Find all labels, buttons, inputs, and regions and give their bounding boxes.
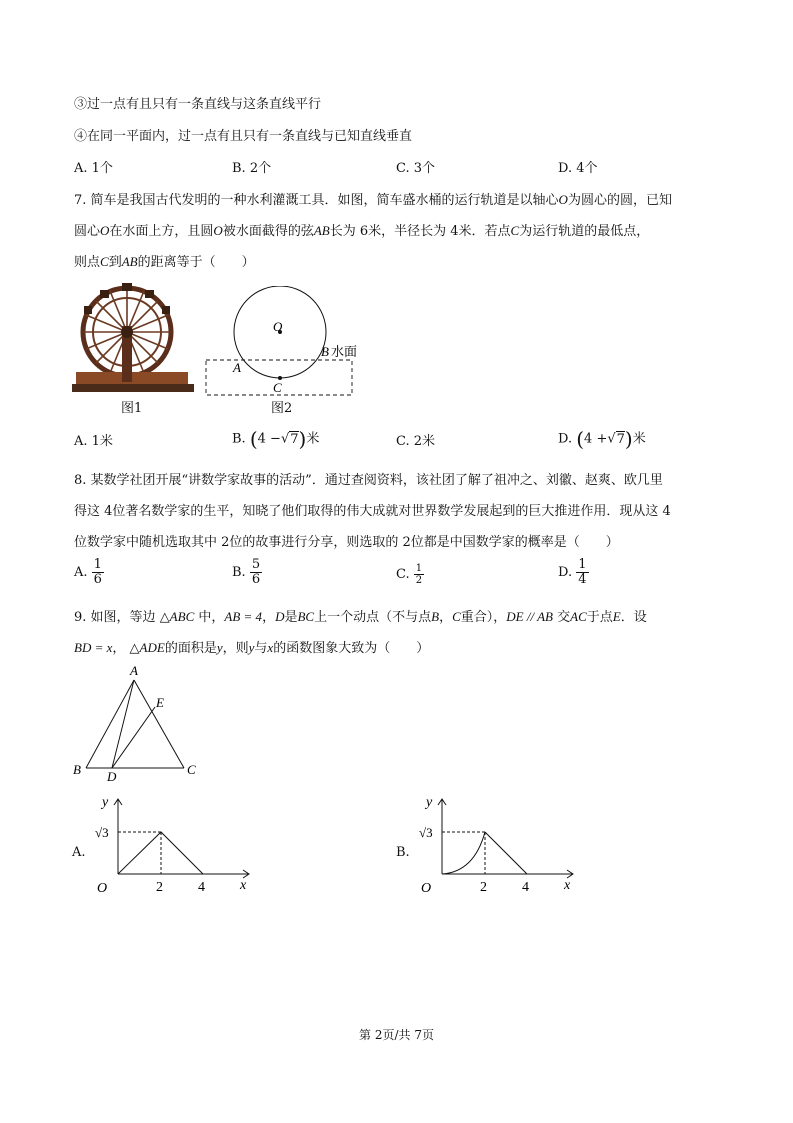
q7-text: 的距离等于（ ） xyxy=(137,255,255,270)
q7-text: 在水面上方，且圆 xyxy=(109,224,214,239)
q9-text: 的面积是 xyxy=(164,641,217,656)
side-ab xyxy=(86,680,134,768)
label-a: A xyxy=(130,664,138,678)
tick-4: 4 xyxy=(198,880,205,895)
q8-option-b[interactable] xyxy=(232,558,262,587)
numerator: 5 xyxy=(251,557,261,572)
label-e: E xyxy=(156,695,164,710)
q9-text: 上一个动点（不与点 xyxy=(314,610,432,625)
ab-equals-4: AB = 4 xyxy=(224,609,263,624)
tick-4: 4 xyxy=(522,880,529,895)
numerator: 1 xyxy=(93,557,102,572)
tick-sqrt3: √3 xyxy=(95,825,109,840)
q7-text: 被水面截得的弦 xyxy=(222,224,314,239)
q7-option-d[interactable] xyxy=(558,427,646,451)
q9-text: 中， xyxy=(198,610,225,625)
fig1-label: 图1 xyxy=(121,401,143,416)
q7-option-c[interactable]: C. 2米 xyxy=(396,434,436,449)
q9-text: 与 xyxy=(254,641,268,656)
sqrt-sign: √ xyxy=(607,431,616,447)
fraction xyxy=(414,563,424,586)
statement-3: ③过一点有且只有一条直线与这条直线平行 xyxy=(74,97,322,112)
option-letter: B. xyxy=(232,565,246,580)
var-e: E xyxy=(612,609,621,624)
q9-text: 是 xyxy=(284,610,298,625)
var-c: C xyxy=(510,223,520,238)
q7-text: 长为 6米，半径长为 4米．若点 xyxy=(329,224,511,239)
q8-option-a[interactable] xyxy=(74,558,104,587)
q9-line-2 xyxy=(74,639,429,658)
q9-line-1 xyxy=(74,608,647,627)
option-letter: B. xyxy=(232,431,246,447)
unit: 米 xyxy=(632,431,646,447)
unit: 米 xyxy=(306,431,320,447)
numerator: 1 xyxy=(415,563,423,574)
q9-option-b[interactable]: B. xyxy=(396,845,410,860)
tick-sqrt3: √3 xyxy=(419,825,433,840)
waterwheel-photo xyxy=(72,282,194,394)
q7-text: 到 xyxy=(108,255,122,270)
option-letter: A. xyxy=(74,565,88,580)
paren: ) xyxy=(624,427,633,451)
q6-option-a[interactable]: A. 1个 xyxy=(74,161,113,176)
q8-line-1: 8. 某数学社团开展“讲数学家故事的活动”．通过查阅资料，该社团了解了祖冲之、刘徽、赵爽、欧几里 xyxy=(74,473,663,488)
fraction xyxy=(576,558,588,587)
q7-text: 为运行轨道的最低点， xyxy=(519,224,650,239)
triangle-ade: △ADE xyxy=(129,640,165,655)
fraction xyxy=(92,558,104,587)
q7-line-2 xyxy=(74,222,649,241)
q9-text: 重合）， xyxy=(460,610,507,625)
origin-label: O xyxy=(421,881,432,896)
label-water: 水面 xyxy=(331,344,358,359)
var-b: B xyxy=(431,609,440,624)
q9-text: ， xyxy=(112,641,126,656)
q9-text: 交 xyxy=(557,610,571,625)
side-ac xyxy=(134,680,184,768)
q9-text: 9. 如图，等边 xyxy=(74,610,156,625)
q6-option-c[interactable]: C. 3个 xyxy=(396,161,436,176)
sqrt-sign: √ xyxy=(280,431,290,447)
q6-option-d[interactable]: D. 4个 xyxy=(558,161,598,176)
q8-option-d[interactable] xyxy=(558,558,589,587)
q9-text: 于点 xyxy=(586,610,613,625)
q9-option-a[interactable]: A. xyxy=(72,845,86,860)
tick-2: 2 xyxy=(480,880,487,895)
label-b: B xyxy=(321,344,329,359)
statement-4: ④在同一平面内，过一点有且只有一条直线与已知直线垂直 xyxy=(74,129,413,144)
graph-curve xyxy=(442,832,485,874)
graph-option-a xyxy=(88,790,256,896)
origin-label: O xyxy=(97,881,108,896)
radicand: 7 xyxy=(290,431,299,447)
fraction xyxy=(250,558,262,587)
circle-figure xyxy=(200,286,366,400)
option-expr: 4 − xyxy=(257,431,281,447)
q9-text: ，则 xyxy=(222,641,249,656)
var-y: y xyxy=(216,640,223,655)
denominator: 2 xyxy=(415,575,423,586)
q7-option-a[interactable]: A. 1米 xyxy=(74,434,113,449)
radicand: 7 xyxy=(616,431,625,447)
denominator: 4 xyxy=(578,572,587,587)
label-d: D xyxy=(107,769,117,784)
q9-text: ， xyxy=(439,610,453,625)
triangle-figure xyxy=(70,664,210,784)
var-y: y xyxy=(248,640,255,655)
q8-option-c[interactable] xyxy=(396,563,424,586)
de-parallel-ab: DE // AB xyxy=(506,609,553,624)
var-bc: BC xyxy=(297,609,315,624)
graph-option-b xyxy=(412,790,580,896)
var-c: C xyxy=(100,254,109,269)
x-label: x xyxy=(240,878,247,893)
label-b: B xyxy=(73,762,81,777)
y-label: y xyxy=(426,795,433,810)
numerator: 1 xyxy=(578,557,587,572)
q9-text: 的函数图象大致为（ ） xyxy=(273,641,430,656)
q7-option-b[interactable] xyxy=(232,427,320,451)
y-label: y xyxy=(102,795,109,810)
q7-text: 圆心 xyxy=(74,224,101,239)
paren: ( xyxy=(576,427,585,451)
tick-2: 2 xyxy=(156,880,163,895)
var-c: C xyxy=(452,609,461,624)
var-ab: AB xyxy=(313,223,330,238)
paren: ) xyxy=(298,427,307,451)
var-o: O xyxy=(100,223,110,238)
denominator: 6 xyxy=(93,572,102,587)
var-o: O xyxy=(558,192,568,207)
var-ab: AB xyxy=(121,254,138,269)
fig2-label: 图2 xyxy=(271,401,293,416)
q7-text: 7. 简车是我国古代发明的一种水利灌溉工具．如图，简车盛水桶的运行轨道是以轴心 xyxy=(74,193,559,208)
segment-ad xyxy=(112,680,134,768)
denominator: 6 xyxy=(251,572,261,587)
var-o: O xyxy=(213,223,223,238)
var-d: D xyxy=(275,609,285,624)
option-letter: C. xyxy=(396,567,410,582)
q7-text: 则点 xyxy=(74,255,101,270)
label-c: C xyxy=(273,380,282,395)
option-expr: 4 + xyxy=(584,431,608,447)
label-a: A xyxy=(233,360,241,375)
label-c: C xyxy=(187,762,196,777)
x-label: x xyxy=(564,878,571,893)
q9-text: ．设 xyxy=(620,610,647,625)
option-letter: D. xyxy=(558,431,573,447)
q8-line-2: 得这 4位著名数学家的生平，知晓了他们取得的伟大成就对世界数学发展起到的巨大推进作用．现从这 4 xyxy=(74,504,671,519)
q9-text: ， xyxy=(262,610,276,625)
var-ac: AC xyxy=(570,609,587,624)
q8-line-3: 位数学家中随机选取其中 2位的故事进行分享，则选取的 2位都是中国数学家的概率是（ ） xyxy=(74,535,619,550)
page-footer: 第 2页/共 7页 xyxy=(359,1028,434,1042)
q6-option-b[interactable]: B. 2个 xyxy=(232,161,272,176)
q7-text: 为圆心的圆，已知 xyxy=(567,193,672,208)
q7-line-3 xyxy=(74,253,255,272)
var-x: x xyxy=(267,640,274,655)
triangle-abc: △ABC xyxy=(159,609,195,624)
bd-equals-x: BD = x xyxy=(74,640,113,655)
q7-line-1 xyxy=(74,191,672,210)
label-o: O xyxy=(273,319,283,334)
graph-line xyxy=(485,832,527,874)
paren: ( xyxy=(249,427,258,451)
option-letter: D. xyxy=(558,565,573,580)
segment-de xyxy=(112,707,155,768)
